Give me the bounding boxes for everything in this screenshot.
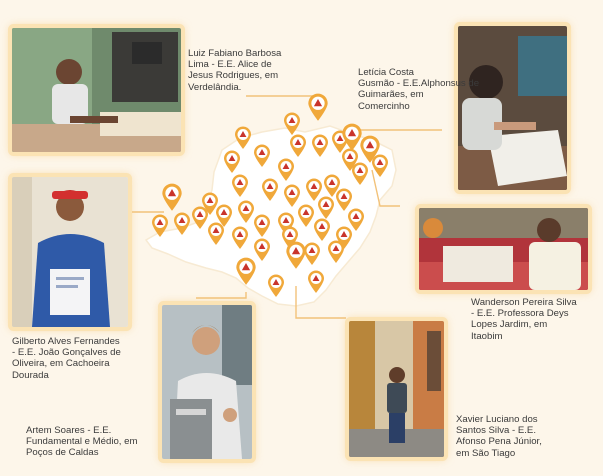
photo-artem	[162, 305, 252, 459]
map-pin-icon	[351, 162, 369, 186]
caption-xavier: Xavier Luciano dos Santos Silva - E.E. Afonso Pena Júnior, em São Tiago	[456, 414, 542, 459]
map-pin-icon	[253, 214, 271, 238]
caption-gilberto: Gilberto Alves Fernandes - E.E. João Gonçalves de Oliveira, em Cachoeira Dourada	[12, 336, 121, 381]
map-pin-icon	[359, 135, 381, 164]
map-pin-icon	[277, 158, 295, 182]
connector-artem	[196, 292, 246, 298]
photo-wanderson	[419, 208, 588, 290]
caption-artem: Artem Soares - E.E. Fundamental e Médio, em Poços de Caldas	[26, 425, 138, 459]
map-pin-icon	[261, 178, 279, 202]
map-pin-icon	[307, 270, 325, 294]
map-pin-icon	[267, 274, 285, 298]
map-pin-icon	[151, 214, 169, 238]
map-pin-icon	[235, 257, 257, 286]
map-pin-icon	[231, 174, 249, 198]
caption-leticia: Letícia Costa Gusmão - E.E.Alphonsus de Guimarães, em Comercinho	[358, 67, 480, 112]
map-pin-icon	[313, 218, 331, 242]
map-pin-icon	[161, 183, 183, 212]
map-pin-icon	[307, 93, 329, 122]
caption-wanderson: Wanderson Pereira Silva - E.E. Professora Deys Lopes Jardim, em Itaobim	[471, 297, 577, 342]
map-pin-icon	[285, 241, 307, 270]
map-pin-icon	[234, 126, 252, 150]
map-pin-icon	[231, 226, 249, 250]
photo-xavier	[349, 321, 444, 457]
map-pin-icon	[253, 144, 271, 168]
map-pin-icon	[311, 134, 329, 158]
map-pin-icon	[327, 240, 345, 264]
photo-gilberto	[12, 177, 128, 327]
map-pin-icon	[207, 222, 225, 246]
map-pin-icon	[223, 150, 241, 174]
map-pin-icon	[283, 112, 301, 136]
map-pin-icon	[317, 196, 335, 220]
map-pin-icon	[173, 212, 191, 236]
photo-luiz	[12, 28, 181, 152]
caption-luiz: Luiz Fabiano Barbosa Lima - E.E. Alice de Jesus Rodrigues, em Verdelândia.	[188, 48, 282, 93]
map-pin-icon	[289, 134, 307, 158]
